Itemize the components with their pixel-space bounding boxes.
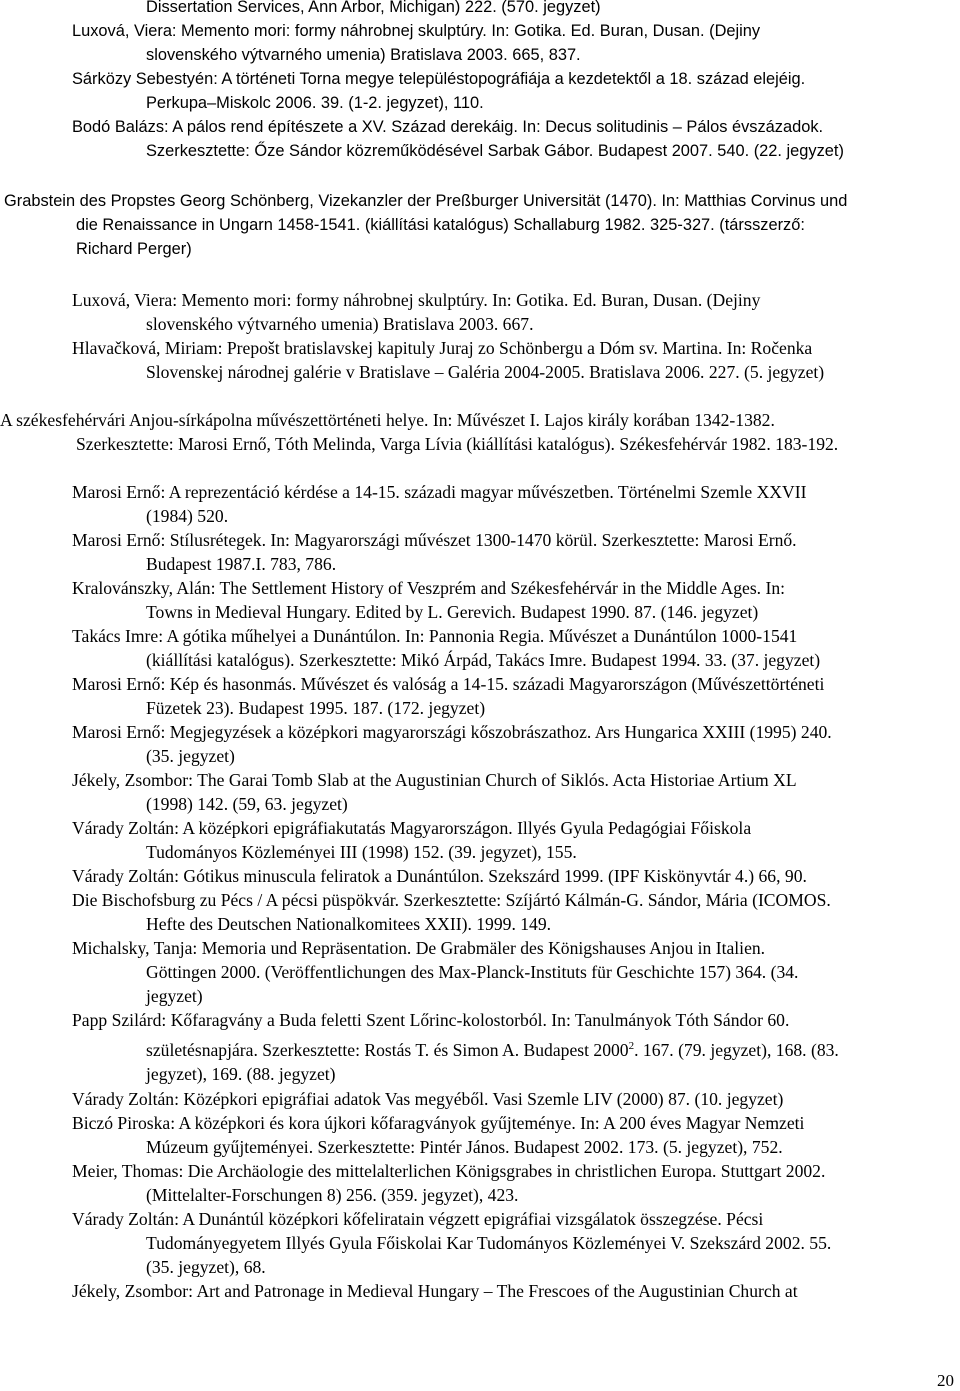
bib-line: slovenského výtvarného umenia) Bratislava 2003. 667.: [146, 314, 534, 334]
bib-line: Luxová, Viera: Memento mori: formy náhrobnej skulptúry. In: Gotika. Ed. Buran, Dusan. (Dejiny: [72, 22, 761, 40]
bib-line: Biczó Piroska: A középkori és kora újkori kőfaragványok gyűjteménye. In: A 200 éves Magyar Nemzeti: [72, 1113, 805, 1133]
bib-line: Sárközy Sebestyén: A történeti Torna megye településtopográfiája a kezdetektől a 18. század elejéig.: [72, 70, 806, 88]
bib-line: Dissertation Services, Ann Arbor, Michigan) 222. (570. jegyzet): [146, 0, 601, 16]
bib-line: Takács Imre: A gótika műhelyei a Dunántúlon. In: Pannonia Regia. Művészet a Dunántúlon 1000-1541: [72, 626, 798, 646]
superscript: 2: [628, 1040, 635, 1052]
bib-line: Michalsky, Tanja: Memoria und Repräsentation. De Grabmäler des Königshauses Anjou in Italien.: [72, 938, 766, 958]
bib-line: Várady Zoltán: Középkori epigráfiai adatok Vas megyéből. Vasi Szemle LIV (2000) 87. (10. jegyzet): [72, 1089, 784, 1109]
bib-line: Várady Zoltán: A középkori epigráfiakutatás Magyarországon. Illyés Gyula Pedagógiai Főiskola: [72, 818, 752, 838]
bib-line: Perkupa–Miskolc 2006. 39. (1-2. jegyzet), 110.: [146, 94, 484, 112]
bib-line: Towns in Medieval Hungary. Edited by L. Gerevich. Budapest 1990. 87. (146. jegyzet): [146, 602, 759, 622]
bib-line: (1998) 142. (59, 63. jegyzet): [146, 794, 348, 814]
bib-line: Jékely, Zsombor: The Garai Tomb Slab at the Augustinian Church of Siklós. Acta Historiae Artium XL: [72, 770, 797, 790]
bib-line: Várady Zoltán: A Dunántúl középkori kőfeliratain végzett epigráfiai vizsgálatok összegzése. Pécsi: [72, 1209, 764, 1229]
bib-line: Kralovánszky, Alán: The Settlement History of Veszprém and Székesfehérvár in the Middle Ages. In:: [72, 578, 786, 598]
bib-line-text: születésnapjára. Szerkesztette: Rostás T. és Simon A. Budapest 2000: [146, 1040, 629, 1060]
bib-line: Meier, Thomas: Die Archäologie des mittelalterlichen Königsgrabes in christlichen Europa. Stuttgart 2002.: [72, 1161, 826, 1181]
bib-line-text: . 167. (79. jegyzet), 168. (83.: [634, 1040, 839, 1060]
bib-line: Füzetek 23). Budapest 1995. 187. (172. jegyzet): [146, 698, 486, 718]
bib-line: Budapest 1987.I. 783, 786.: [146, 554, 337, 574]
bib-line: Tudományos Közleményei III (1998) 152. (39. jegyzet), 155.: [146, 842, 577, 862]
page-number: 20: [937, 1371, 954, 1390]
bib-line: (35. jegyzet), 68.: [146, 1257, 266, 1277]
bib-line: (Mittelalter-Forschungen 8) 256. (359. jegyzet), 423.: [146, 1185, 519, 1205]
bib-line: Bodó Balázs: A pálos rend építészete a XV. Század derekáig. In: Decus solitudinis – Pálos évszázadok.: [72, 118, 824, 136]
bib-line: Richard Perger): [76, 240, 192, 258]
bib-line: Múzeum gyűjteményei. Szerkesztette: Pintér János. Budapest 2002. 173. (5. jegyzet), 752.: [146, 1137, 783, 1157]
bib-line: Szerkesztette: Őze Sándor közreműködésével Sarbak Gábor. Budapest 2007. 540. (22. jegyzet): [146, 142, 844, 160]
bib-line: Jékely, Zsombor: Art and Patronage in Medieval Hungary – The Frescoes of the Augustinian Church at: [72, 1281, 798, 1301]
bib-line: (kiállítási katalógus). Szerkesztette: Mikó Árpád, Takács Imre. Budapest 1994. 33. (37. jegyzet): [146, 650, 821, 670]
bib-line: (35. jegyzet): [146, 746, 235, 766]
bib-line: Várady Zoltán: Gótikus minuscula feliratok a Dunántúlon. Szekszárd 1999. (IPF Kiskönyvtár 4.) 66, 90.: [72, 866, 807, 886]
bib-line: (1984) 520.: [146, 506, 229, 526]
bib-line: Luxová, Viera: Memento mori: formy náhrobnej skulptúry. In: Gotika. Ed. Buran, Dusan. (Dejiny: [72, 290, 761, 310]
bib-line: Szerkesztette: Marosi Ernő, Tóth Melinda, Varga Lívia (kiállítási katalógus). Székesfehérvár 1982. 183-192.: [76, 434, 839, 454]
bib-line: [146, 1039, 839, 1061]
bib-line: Hefte des Deutschen Nationalkomitees XXII). 1999. 149.: [146, 914, 552, 934]
bib-line: Grabstein des Propstes Georg Schönberg, Vizekanzler der Preßburger Universität (1470). In: Matthias Corvinus und: [4, 192, 848, 210]
bib-line: Marosi Ernő: Megjegyzések a középkori magyarországi kőszobrászathoz. Ars Hungarica XXIII (1995) 240.: [72, 722, 832, 742]
bib-line: Göttingen 2000. (Veröffentlichungen des Max-Planck-Instituts für Geschichte 157) 364. (34.: [146, 962, 799, 982]
bib-line: jegyzet), 169. (88. jegyzet): [146, 1064, 336, 1084]
bib-line: Marosi Ernő: Stílusrétegek. In: Magyarországi művészet 1300-1470 körül. Szerkesztette: Marosi Ernő.: [72, 530, 797, 550]
bib-line: Papp Szilárd: Kőfaragvány a Buda feletti Szent Lőrinc-kolostorból. In: Tanulmányok Tóth Sándor 60.: [72, 1010, 790, 1030]
bib-line: Die Bischofsburg zu Pécs / A pécsi püspökvár. Szerkesztette: Szíjártó Kálmán-G. Sándor, Mária (ICOMOS.: [72, 890, 831, 910]
bib-line: Tudományegyetem Illyés Gyula Főiskolai Kar Tudományos Közleményei V. Szekszárd 2002. 55.: [146, 1233, 832, 1253]
bib-line: Marosi Ernő: Kép és hasonmás. Művészet és valóság a 14-15. századi Magyarországon (Művészettörténeti: [72, 674, 825, 694]
bib-line: jegyzet): [146, 986, 203, 1006]
bib-line: A székesfehérvári Anjou-sírkápolna művészettörténeti helye. In: Művészet I. Lajos király korában 1342-1382.: [0, 410, 775, 430]
bib-line: Marosi Ernő: A reprezentáció kérdése a 14-15. századi magyar művészetben. Történelmi Szemle XXVII: [72, 482, 807, 502]
bib-line: Slovenskej národnej galérie v Bratislave – Galéria 2004-2005. Bratislava 2006. 227. (5. jegyzet): [146, 362, 825, 382]
bib-line: die Renaissance in Ungarn 1458-1541. (kiállítási katalógus) Schallaburg 1982. 325-327. (társszerző:: [76, 216, 805, 234]
bib-line: slovenského výtvarného umenia) Bratislava 2003. 665, 837.: [146, 46, 581, 64]
bib-line: Hlavačková, Miriam: Prepošt bratislavskej kapituly Juraj zo Schönbergu a Dóm sv. Martina. In: Ročenka: [72, 338, 813, 358]
